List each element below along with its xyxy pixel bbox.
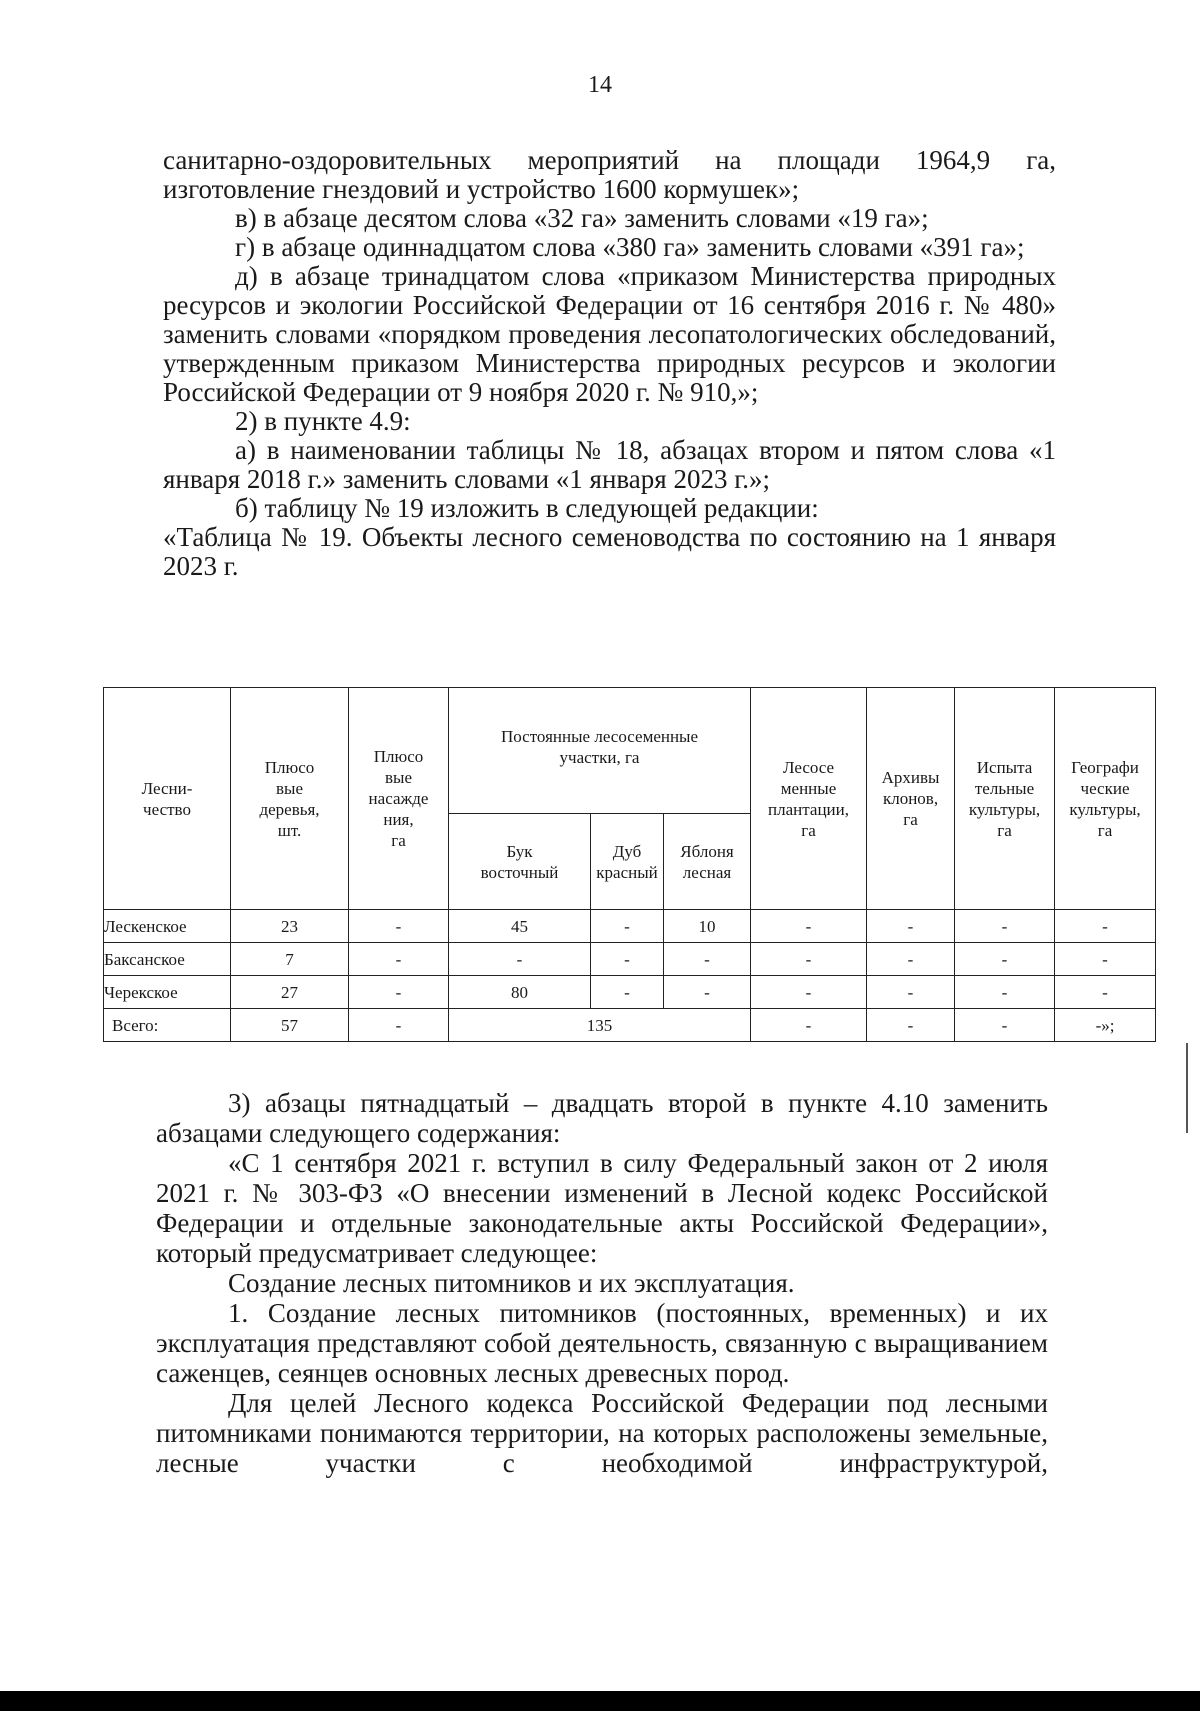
header-apple: Яблоня лесная <box>664 814 751 910</box>
cell-clone-archives: - <box>867 910 955 943</box>
paragraph: «С 1 сентября 2021 г. вступил в силу Федеральный закон от 2 июля 2021 г. № 303-ФЗ «О внесении изменений в Лесной кодекс Российской Федерации и отдельные законодательные акты Российской Федерации», который предусматривает следующее: <box>156 1148 1048 1268</box>
cell-seed-plantations: - <box>751 943 867 976</box>
cell-beech: 80 <box>449 976 591 1009</box>
cell-geo-crops: - <box>1055 943 1156 976</box>
cell-total-label: Всего: <box>104 1009 231 1042</box>
cell-test-crops: - <box>955 976 1055 1009</box>
cell-plus-trees: 27 <box>231 976 349 1009</box>
paragraph: санитарно-оздоровительных мероприятий на площади 1964,9 га, изготовление гнездовий и устройство 1600 кормушек»; <box>163 145 1056 204</box>
page-number: 14 <box>588 72 612 98</box>
cell-plus-trees: 7 <box>231 943 349 976</box>
scan-edge-mark <box>1186 1043 1188 1133</box>
paragraph: б) таблицу № 19 изложить в следующей редакции: <box>235 493 819 523</box>
cell-geo-crops: - <box>1055 976 1156 1009</box>
cell-oak: - <box>591 943 664 976</box>
cell-apple: - <box>664 943 751 976</box>
paragraph: д) в абзаце тринадцатом слова «приказом Министерства природных ресурсов и экологии Российской Федерации от 16 сентября 2016 г. № 480» заменить словами «порядком проведения лесопатологических обследований, утвержденным приказом Министерства природных ресурсов и экологии Российской Федерации от 9 ноября 2020 г. № 910,»; <box>163 261 1056 407</box>
cell-total-permanent: 135 <box>449 1009 751 1042</box>
cell-apple: - <box>664 976 751 1009</box>
text-block-top <box>163 146 1056 581</box>
header-geo-crops: Географи ческие культуры, га <box>1055 688 1156 910</box>
cell-clone-archives: - <box>867 943 955 976</box>
cell-test-crops: - <box>955 943 1055 976</box>
paragraph: Создание лесных питомников и их эксплуатация. <box>228 1268 795 1298</box>
seed-objects-table <box>103 687 1156 1042</box>
cell-beech: - <box>449 943 591 976</box>
seed-objects-table-wrap <box>103 687 1155 1042</box>
table-row <box>104 910 1156 943</box>
paragraph: г) в абзаце одиннадцатом слова «380 га» заменить словами «391 га»; <box>235 232 1025 262</box>
cell-apple: 10 <box>664 910 751 943</box>
cell-beech: 45 <box>449 910 591 943</box>
table-caption: «Таблица № 19. Объекты лесного семеноводства по состоянию на 1 января 2023 г. <box>163 522 1056 581</box>
cell-total-seed-plantations: - <box>751 1009 867 1042</box>
paragraph: в) в абзаце десятом слова «32 га» заменить словами «19 га»; <box>235 203 929 233</box>
header-plus-trees: Плюсо вые деревья, шт. <box>231 688 349 910</box>
paragraph: 1. Создание лесных питомников (постоянных, временных) и их эксплуатация представляют собой деятельность, связанную с выращиванием саженцев, сеянцев основных лесных древесных пород. <box>156 1298 1048 1388</box>
header-clone-archives: Архивы клонов, га <box>867 688 955 910</box>
cell-total-clone-archives: - <box>867 1009 955 1042</box>
scan-bottom-bar <box>0 1691 1200 1711</box>
cell-plus-stands: - <box>349 943 449 976</box>
cell-oak: - <box>591 976 664 1009</box>
paragraph: Для целей Лесного кодекса Российской Федерации под лесными питомниками понимаются территории, на которых расположены земельные, лесные участки с необходимой инфраструктурой, <box>156 1388 1048 1478</box>
cell-plus-trees: 23 <box>231 910 349 943</box>
table-row <box>104 943 1156 976</box>
cell-total-plus-trees: 57 <box>231 1009 349 1042</box>
cell-oak: - <box>591 910 664 943</box>
cell-total-geo-crops: -»; <box>1055 1009 1156 1042</box>
cell-test-crops: - <box>955 910 1055 943</box>
header-plus-stands: Плюсо вые насажде ния, га <box>349 688 449 910</box>
paragraph: а) в наименовании таблицы № 18, абзацах втором и пятом слова «1 января 2018 г.» заменить словами «1 января 2023 г.»; <box>163 435 1056 494</box>
header-forestry: Лесни- чество <box>104 688 231 910</box>
cell-seed-plantations: - <box>751 910 867 943</box>
text-block-bottom <box>156 1088 1048 1478</box>
paragraph: 3) абзацы пятнадцатый – двадцать второй в пункте 4.10 заменить абзацами следующего содержания: <box>156 1088 1048 1148</box>
cell-plus-stands: - <box>349 976 449 1009</box>
header-permanent-plots: Постоянные лесосеменные участки, га <box>449 688 751 814</box>
cell-plus-stands: - <box>349 910 449 943</box>
cell-total-test-crops: - <box>955 1009 1055 1042</box>
cell-seed-plantations: - <box>751 976 867 1009</box>
header-beech: Бук восточный <box>449 814 591 910</box>
paragraph: 2) в пункте 4.9: <box>235 406 411 436</box>
header-seed-plantations: Лесосе менные плантации, га <box>751 688 867 910</box>
cell-clone-archives: - <box>867 976 955 1009</box>
cell-forestry: Баксанское <box>104 943 231 976</box>
header-test-crops: Испыта тельные культуры, га <box>955 688 1055 910</box>
cell-geo-crops: - <box>1055 910 1156 943</box>
table-row <box>104 976 1156 1009</box>
cell-forestry: Лескенское <box>104 910 231 943</box>
table-total-row <box>104 1009 1156 1042</box>
cell-forestry: Черекское <box>104 976 231 1009</box>
cell-total-plus-stands: - <box>349 1009 449 1042</box>
header-oak: Дуб красный <box>591 814 664 910</box>
